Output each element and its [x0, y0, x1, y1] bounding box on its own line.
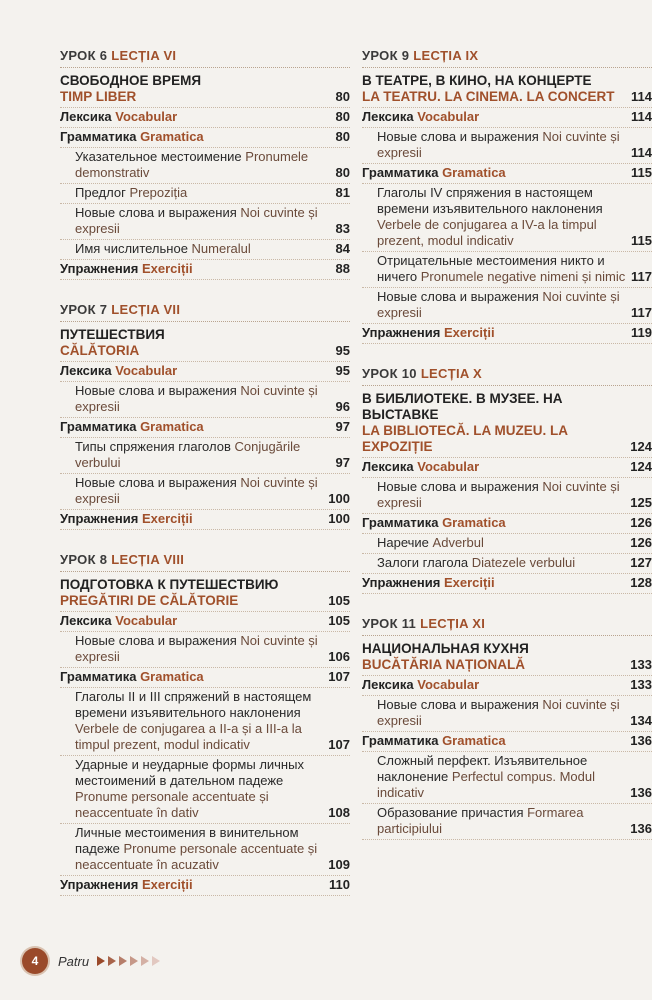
- arrow-chevrons-icon: [97, 956, 163, 966]
- entry-title-ru: Новые слова и выражения: [75, 475, 237, 490]
- toc-entry: [60, 876, 350, 896]
- toc-entry: [362, 752, 652, 804]
- entry-page-number: 114: [631, 89, 652, 104]
- entry-page-number: 95: [335, 363, 350, 378]
- entry-text: [60, 261, 332, 277]
- toc-entry: [60, 418, 350, 438]
- lesson-block: [60, 552, 350, 896]
- entry-title-ru: Грамматика: [362, 165, 439, 180]
- lesson-number-ru: УРОК 8: [60, 552, 108, 567]
- entry-page-number: 80: [335, 165, 350, 180]
- toc-entry: [60, 184, 350, 204]
- entry-page-number: 108: [328, 805, 350, 820]
- toc-entry: [362, 554, 652, 574]
- entry-title-ro: PREGĂTIRI DE CĂLĂTORIE: [60, 593, 239, 608]
- entry-title-ru: Глаголы IV спряжения в настоящем времени изъявительного наклонения: [377, 185, 603, 216]
- toc-entry: [60, 576, 350, 612]
- toc-entry: [362, 288, 652, 324]
- entry-page-number: 136: [630, 733, 652, 748]
- entry-title-ro: LA TEATRU. LA CINEMA. LA CONCERT: [362, 89, 615, 104]
- toc-entry: [60, 260, 350, 280]
- entry-text: [75, 633, 324, 665]
- entry-text: [60, 129, 332, 145]
- entry-title-ro: Exerciții: [141, 511, 193, 526]
- entry-page-number: 117: [631, 269, 652, 284]
- toc-entry: [60, 474, 350, 510]
- entry-page-number: 115: [631, 233, 652, 248]
- toc-entry: [60, 824, 350, 876]
- entry-title-ru: Новые слова и выражения: [377, 289, 539, 304]
- entry-title-ru: Предлог: [75, 185, 126, 200]
- entry-title-ru: Грамматика: [60, 419, 137, 434]
- entry-title-ro: Noi cuvinte și expresii: [377, 697, 620, 728]
- entry-text: [362, 165, 627, 181]
- entry-title-ro: BUCĂTĂRIA NAȚIONALĂ: [362, 657, 525, 672]
- entry-title-ro: Gramatica: [442, 733, 506, 748]
- toc-entry: [60, 632, 350, 668]
- lesson-heading: [60, 302, 350, 322]
- lesson-heading: [362, 366, 652, 386]
- entry-title-ro: Exerciții: [141, 261, 193, 276]
- entry-title-ru: Лексика: [362, 459, 414, 474]
- entry-page-number: 107: [328, 737, 350, 752]
- toc-entry: [362, 696, 652, 732]
- entry-title-ro: CĂLĂTORIA: [60, 343, 140, 358]
- toc-entry: [362, 390, 652, 458]
- entry-title-ro: Verbele de conjugarea a II-a și a III-a la timpul prezent, modul indicativ: [75, 721, 302, 752]
- entry-text: [377, 697, 626, 729]
- entry-text: [75, 757, 324, 821]
- entry-page-number: 134: [630, 713, 652, 728]
- entry-text: [362, 641, 626, 673]
- entry-page-number: 88: [335, 261, 350, 276]
- lesson-block: [60, 302, 350, 530]
- entry-title-ro: Exerciții: [443, 325, 495, 340]
- entry-title-ro: Vocabular: [115, 363, 178, 378]
- entry-page-number: 106: [328, 649, 350, 664]
- entry-page-number: 133: [630, 677, 652, 692]
- toc-entry: [60, 148, 350, 184]
- lesson-number-ro: LECȚIA IX: [413, 48, 479, 63]
- entry-title-ro: Pronume personale accentuate și neaccentuate în acuzativ: [75, 841, 318, 872]
- entry-text: [362, 515, 626, 531]
- lesson-block: [362, 366, 652, 594]
- toc-entry: [60, 72, 350, 108]
- toc-entry: [60, 756, 350, 824]
- entry-title-ro: Noi cuvinte și expresii: [377, 479, 620, 510]
- entry-page-number: 125: [630, 495, 652, 510]
- entry-page-number: 97: [335, 455, 350, 470]
- entry-title-ru: Лексика: [60, 613, 112, 628]
- entry-title-ru: СВОБОДНОЕ ВРЕМЯ: [60, 73, 202, 88]
- entry-text: [377, 805, 626, 837]
- entry-page-number: 117: [631, 305, 652, 320]
- toc-entry: [362, 458, 652, 478]
- entry-title-ru: Новые слова и выражения: [377, 479, 539, 494]
- entry-page-number: 136: [630, 785, 652, 800]
- entry-text: [75, 149, 332, 181]
- entry-page-number: 114: [631, 109, 652, 124]
- entry-page-number: 81: [335, 185, 350, 200]
- entry-title-ro: Pronume personale accentuate și neaccentuate în dativ: [75, 789, 269, 820]
- entry-title-ru: Лексика: [362, 109, 414, 124]
- entry-text: [362, 73, 627, 105]
- entry-title-ro: Conjugările verbului: [75, 439, 301, 470]
- entry-title-ro: Pronumele negative nimeni și nimic: [420, 269, 626, 284]
- entry-page-number: 105: [328, 593, 350, 608]
- entry-title-ru: Грамматика: [60, 669, 137, 684]
- entry-title-ru: Глаголы II и III спряжений в настоящем времени изъявительного наклонения: [75, 689, 312, 720]
- toc-entry: [60, 362, 350, 382]
- toc-entry: [60, 128, 350, 148]
- entry-title-ru: Типы спряжения глаголов: [75, 439, 231, 454]
- entry-text: [377, 753, 626, 801]
- lesson-number-ro: LECȚIA VII: [111, 302, 181, 317]
- entry-title-ro: Noi cuvinte și expresii: [377, 129, 620, 160]
- toc-entry: [362, 128, 652, 164]
- lesson-heading: [362, 616, 652, 636]
- entry-title-ro: Vocabular: [417, 459, 480, 474]
- toc-entry: [60, 510, 350, 530]
- entry-text: [362, 575, 626, 591]
- entry-title-ru: Ударные и неударные формы личных местоимений в дательном падеже: [75, 757, 304, 788]
- entry-title-ru: Залоги глагола: [377, 555, 469, 570]
- toc-entry: [362, 108, 652, 128]
- entry-title-ro: Vocabular: [417, 109, 480, 124]
- toc-entry: [362, 574, 652, 594]
- entry-page-number: 110: [329, 877, 350, 892]
- toc-entry: [362, 252, 652, 288]
- entry-page-number: 128: [630, 575, 652, 590]
- entry-title-ru: Новые слова и выражения: [75, 383, 237, 398]
- entry-title-ro: Noi cuvinte și expresii: [75, 475, 318, 506]
- entry-title-ru: Лексика: [362, 677, 414, 692]
- entry-title-ru: В БИБЛИОТЕКЕ. В МУЗЕЕ. НА ВЫСТАВКЕ: [362, 391, 563, 422]
- lesson-block: [362, 616, 652, 840]
- entry-title-ru: Имя числительное: [75, 241, 188, 256]
- entry-text: [60, 73, 332, 105]
- page-footer: [22, 948, 163, 974]
- lesson-number-ru: УРОК 6: [60, 48, 108, 63]
- entry-title-ro: Prepoziția: [129, 185, 188, 200]
- entry-page-number: 109: [328, 857, 350, 872]
- toc-entry: [60, 438, 350, 474]
- entry-title-ru: Упражнения: [60, 877, 139, 892]
- entry-page-number: 97: [335, 419, 350, 434]
- entry-page-number: 127: [630, 555, 652, 570]
- toc-entry: [60, 688, 350, 756]
- entry-text: [60, 109, 332, 125]
- entry-title-ro: Adverbul: [432, 535, 484, 550]
- entry-page-number: 119: [631, 325, 652, 340]
- entry-title-ru: Упражнения: [362, 575, 441, 590]
- entry-title-ru: Личные местоимения в винительном падеже: [75, 825, 299, 856]
- entry-title-ru: Грамматика: [362, 733, 439, 748]
- entry-title-ru: Грамматика: [60, 129, 137, 144]
- entry-page-number: 115: [631, 165, 652, 180]
- entry-text: [75, 383, 332, 415]
- entry-page-number: 100: [328, 491, 350, 506]
- entry-text: [377, 185, 627, 249]
- entry-title-ro: Noi cuvinte și expresii: [75, 383, 318, 414]
- entry-title-ro: Exerciții: [141, 877, 193, 892]
- toc-entry: [362, 478, 652, 514]
- entry-title-ru: Указательное местоимение: [75, 149, 242, 164]
- toc-entry: [60, 668, 350, 688]
- entry-text: [60, 877, 325, 893]
- entry-page-number: 80: [335, 129, 350, 144]
- entry-text: [362, 733, 626, 749]
- lesson-number-ru: УРОК 9: [362, 48, 410, 63]
- entry-title-ro: Gramatica: [442, 515, 506, 530]
- lesson-number-ro: LECȚIA X: [420, 366, 482, 381]
- lesson-block: [362, 48, 652, 344]
- entry-title-ru: Упражнения: [362, 325, 441, 340]
- entry-title-ru: Новые слова и выражения: [377, 697, 539, 712]
- entry-title-ru: Упражнения: [60, 511, 139, 526]
- entry-page-number: 105: [328, 613, 350, 628]
- entry-text: [75, 185, 332, 201]
- entry-title-ru: В ТЕАТРЕ, В КИНО, НА КОНЦЕРТЕ: [362, 73, 592, 88]
- entry-text: [377, 479, 626, 511]
- entry-page-number: 100: [328, 511, 350, 526]
- toc-entry: [362, 514, 652, 534]
- entry-title-ro: Gramatica: [140, 129, 204, 144]
- entry-text: [75, 205, 332, 237]
- entry-title-ru: Лексика: [60, 109, 112, 124]
- entry-text: [362, 391, 626, 455]
- entry-title-ru: ПУТЕШЕСТВИЯ: [60, 327, 165, 342]
- entry-text: [60, 363, 332, 379]
- entry-text: [60, 669, 324, 685]
- entry-page-number: 114: [631, 145, 652, 160]
- entry-page-number: 96: [335, 399, 350, 414]
- entry-text: [362, 325, 627, 341]
- entry-page-number: 107: [328, 669, 350, 684]
- entry-title-ro: Vocabular: [417, 677, 480, 692]
- entry-title-ro: Gramatica: [140, 419, 204, 434]
- entry-page-number: 84: [335, 241, 350, 256]
- lesson-number-ru: УРОК 11: [362, 616, 417, 631]
- toc-entry: [362, 640, 652, 676]
- entry-text: [75, 475, 324, 507]
- entry-page-number: 124: [630, 459, 652, 474]
- entry-text: [75, 689, 324, 753]
- entry-title-ro: Perfectul compus. Modul indicativ: [377, 769, 595, 800]
- entry-title-ro: Noi cuvinte și expresii: [377, 289, 620, 320]
- entry-title-ru: Новые слова и выражения: [377, 129, 539, 144]
- toc-entry: [362, 676, 652, 696]
- entry-text: [377, 289, 627, 321]
- entry-title-ru: Новые слова и выражения: [75, 633, 237, 648]
- toc-column-right: [362, 48, 652, 862]
- entry-title-ro: Numeralul: [191, 241, 251, 256]
- entry-title-ru: Образование причастия: [377, 805, 524, 820]
- entry-title-ro: Vocabular: [115, 109, 178, 124]
- entry-page-number: 133: [630, 657, 652, 672]
- entry-title-ro: Diatezele verbului: [471, 555, 576, 570]
- entry-title-ru: Упражнения: [60, 261, 139, 276]
- entry-page-number: 136: [630, 821, 652, 836]
- toc-entry: [60, 108, 350, 128]
- entry-title-ro: Noi cuvinte și expresii: [75, 205, 318, 236]
- toc-entry: [60, 204, 350, 240]
- toc-entry: [362, 72, 652, 108]
- entry-title-ro: LA BIBLIOTECĂ. LA MUZEU. LA EXPOZIȚIE: [362, 423, 568, 454]
- entry-text: [75, 825, 324, 873]
- entry-title-ru: ПОДГОТОВКА К ПУТЕШЕСТВИЮ: [60, 577, 279, 592]
- entry-page-number: 95: [335, 343, 350, 358]
- lesson-number-ro: LECȚIA XI: [420, 616, 486, 631]
- toc-entry: [60, 382, 350, 418]
- entry-title-ro: Gramatica: [140, 669, 204, 684]
- lesson-heading: [60, 552, 350, 572]
- entry-text: [362, 677, 626, 693]
- entry-text: [362, 459, 626, 475]
- entry-text: [60, 327, 332, 359]
- entry-title-ru: Новые слова и выражения: [75, 205, 237, 220]
- entry-text: [362, 109, 627, 125]
- entry-text: [60, 511, 324, 527]
- toc-entry: [362, 184, 652, 252]
- entry-text: [60, 419, 332, 435]
- entry-title-ru: Сложный перфект. Изъявительное наклонение: [377, 753, 588, 784]
- entry-text: [75, 241, 332, 257]
- entry-page-number: 83: [335, 221, 350, 236]
- entry-title-ru: Отрицательные местоимения никто и ничего: [377, 253, 605, 284]
- entry-title-ro: TIMP LIBER: [60, 89, 137, 104]
- entry-title-ru: Лексика: [60, 363, 112, 378]
- entry-text: [377, 253, 627, 285]
- entry-title-ro: Formarea participiului: [377, 805, 584, 836]
- entry-page-number: 80: [335, 109, 350, 124]
- lesson-heading: [362, 48, 652, 68]
- entry-title-ro: Noi cuvinte și expresii: [75, 633, 318, 664]
- entry-title-ru: Грамматика: [362, 515, 439, 530]
- lesson-number-ru: УРОК 10: [362, 366, 417, 381]
- toc-entry: [60, 240, 350, 260]
- entry-page-number: 126: [630, 515, 652, 530]
- entry-title-ru: Наречие: [377, 535, 429, 550]
- entry-title-ro: Pronumele demonstrativ: [75, 149, 309, 180]
- lesson-heading: [60, 48, 350, 68]
- lesson-number-ru: УРОК 7: [60, 302, 108, 317]
- entry-title-ru: НАЦИОНАЛЬНАЯ КУХНЯ: [362, 641, 529, 656]
- entry-text: [60, 613, 324, 629]
- toc-entry: [60, 612, 350, 632]
- entry-title-ro: Verbele de conjugarea a IV-a la timpul prezent, modul indicativ: [377, 217, 597, 248]
- entry-text: [377, 129, 627, 161]
- toc-entry: [362, 804, 652, 840]
- lesson-number-ro: LECȚIA VIII: [111, 552, 185, 567]
- entry-page-number: 124: [630, 439, 652, 454]
- toc-entry: [362, 534, 652, 554]
- entry-title-ro: Gramatica: [442, 165, 506, 180]
- lesson-block: [60, 48, 350, 280]
- toc-column-left: [60, 48, 350, 918]
- toc-entry: [60, 326, 350, 362]
- entry-text: [60, 577, 324, 609]
- entry-title-ro: Exerciții: [443, 575, 495, 590]
- toc-entry: [362, 324, 652, 344]
- entry-text: [377, 555, 626, 571]
- toc-entry: [362, 732, 652, 752]
- lesson-number-ro: LECȚIA VI: [111, 48, 177, 63]
- page-number-badge: 4: [22, 948, 48, 974]
- entry-page-number: 126: [630, 535, 652, 550]
- entry-title-ro: Vocabular: [115, 613, 178, 628]
- entry-text: [377, 535, 626, 551]
- entry-text: [75, 439, 332, 471]
- entry-page-number: 80: [335, 89, 350, 104]
- page-number-word: Patru: [58, 953, 90, 969]
- toc-entry: [362, 164, 652, 184]
